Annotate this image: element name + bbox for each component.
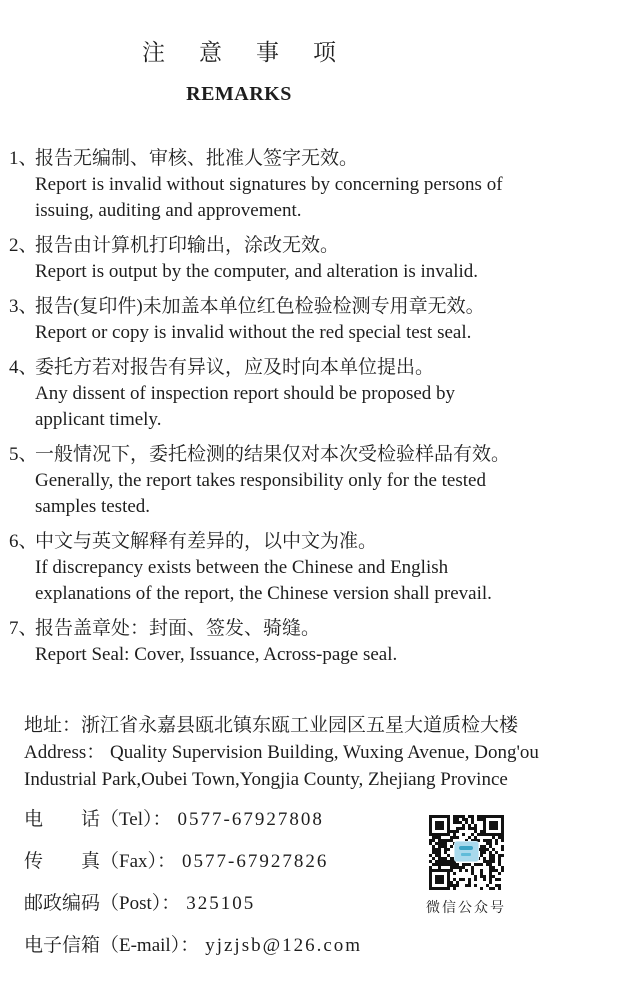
remark-item bbox=[9, 442, 531, 520]
post-value: 325105 bbox=[186, 893, 256, 914]
remark-item bbox=[9, 233, 531, 285]
tel-value: 0577-67927808 bbox=[177, 809, 324, 830]
remark-number: 6、 bbox=[9, 531, 38, 552]
remark-text-en: If discrepancy exists between the Chinese and English explanations of the report, the Chinese version shall prevail. bbox=[35, 557, 492, 604]
qr-code bbox=[429, 815, 504, 890]
remark-number: 7、 bbox=[9, 618, 38, 639]
remark-text-zh: 报告无编制、审核、批准人签字无效。 bbox=[35, 148, 359, 169]
remark-text-zh: 中文与英文解释有差异的，以中文为准。 bbox=[35, 531, 378, 552]
remark-number: 1、 bbox=[9, 148, 38, 169]
contact-row-post bbox=[24, 893, 404, 915]
remark-item bbox=[9, 355, 531, 433]
remark-item bbox=[9, 616, 531, 668]
contact-section bbox=[24, 809, 623, 977]
remark-text-zh: 一般情况下，委托检测的结果仅对本次受检验样品有效。 bbox=[35, 444, 511, 465]
contact-row-fax bbox=[24, 851, 404, 873]
fax-label: 传 真（Fax）： bbox=[24, 851, 177, 872]
remark-text-en: Report is output by the computer, and alteration is invalid. bbox=[35, 261, 479, 282]
qr-block bbox=[420, 809, 512, 977]
fax-value: 0577-67927826 bbox=[182, 851, 329, 872]
remark-text-zh: 报告盖章处：封面、签发、骑缝。 bbox=[35, 618, 321, 639]
page-title bbox=[0, 34, 478, 67]
page-subtitle: REMARKS bbox=[186, 83, 292, 105]
remark-text-en: Report Seal: Cover, Issuance, Across-page seal. bbox=[35, 644, 398, 665]
remark-text-en: Report or copy is invalid without the red special test seal. bbox=[35, 322, 472, 343]
remark-item bbox=[9, 146, 531, 224]
remarks-list bbox=[9, 146, 531, 668]
remark-text-en: Generally, the report takes responsibility only for the tested samples tested. bbox=[35, 470, 486, 517]
remark-text-en: Any dissent of inspection report should be proposed by applicant timely. bbox=[35, 383, 456, 430]
address-block bbox=[24, 712, 572, 793]
page-header bbox=[0, 0, 478, 106]
contact-row-tel bbox=[24, 809, 404, 831]
page-title-text: 注意事项 bbox=[142, 40, 370, 65]
remark-text-zh: 报告由计算机打印输出，涂改无效。 bbox=[35, 235, 340, 256]
email-label: 电子信箱（E-mail）： bbox=[24, 935, 200, 956]
remark-item bbox=[9, 294, 531, 346]
remark-number: 2、 bbox=[9, 235, 38, 256]
qr-center-logo-icon bbox=[455, 842, 478, 861]
address-zh: 地址：浙江省永嘉县瓯北镇东瓯工业园区五星大道质检大楼 bbox=[24, 715, 519, 736]
remark-text-zh: 委托方若对报告有异议，应及时向本单位提出。 bbox=[35, 357, 435, 378]
remark-text-zh: 报告(复印件)未加盖本单位红色检验检测专用章无效。 bbox=[35, 296, 485, 317]
contact-row-email bbox=[24, 935, 404, 957]
address-en: Address： Quality Supervision Building, Wuxing Avenue, Dong'ou Industrial Park,Oubei Town,Yongjia County, Zhejiang Province bbox=[24, 742, 539, 790]
email-value: yjzjsb@126.com bbox=[205, 935, 363, 956]
contact-list bbox=[24, 809, 404, 977]
post-label: 邮政编码（Post）： bbox=[24, 893, 181, 914]
remark-text-en: Report is invalid without signatures by concerning persons of issuing, auditing and approvement. bbox=[35, 174, 503, 221]
qr-caption: 微信公众号 bbox=[426, 901, 506, 916]
tel-label: 电 话（Tel）： bbox=[24, 809, 172, 830]
remark-number: 5、 bbox=[9, 444, 38, 465]
remark-number: 4、 bbox=[9, 357, 38, 378]
remark-item bbox=[9, 529, 531, 607]
remark-number: 3、 bbox=[9, 296, 38, 317]
